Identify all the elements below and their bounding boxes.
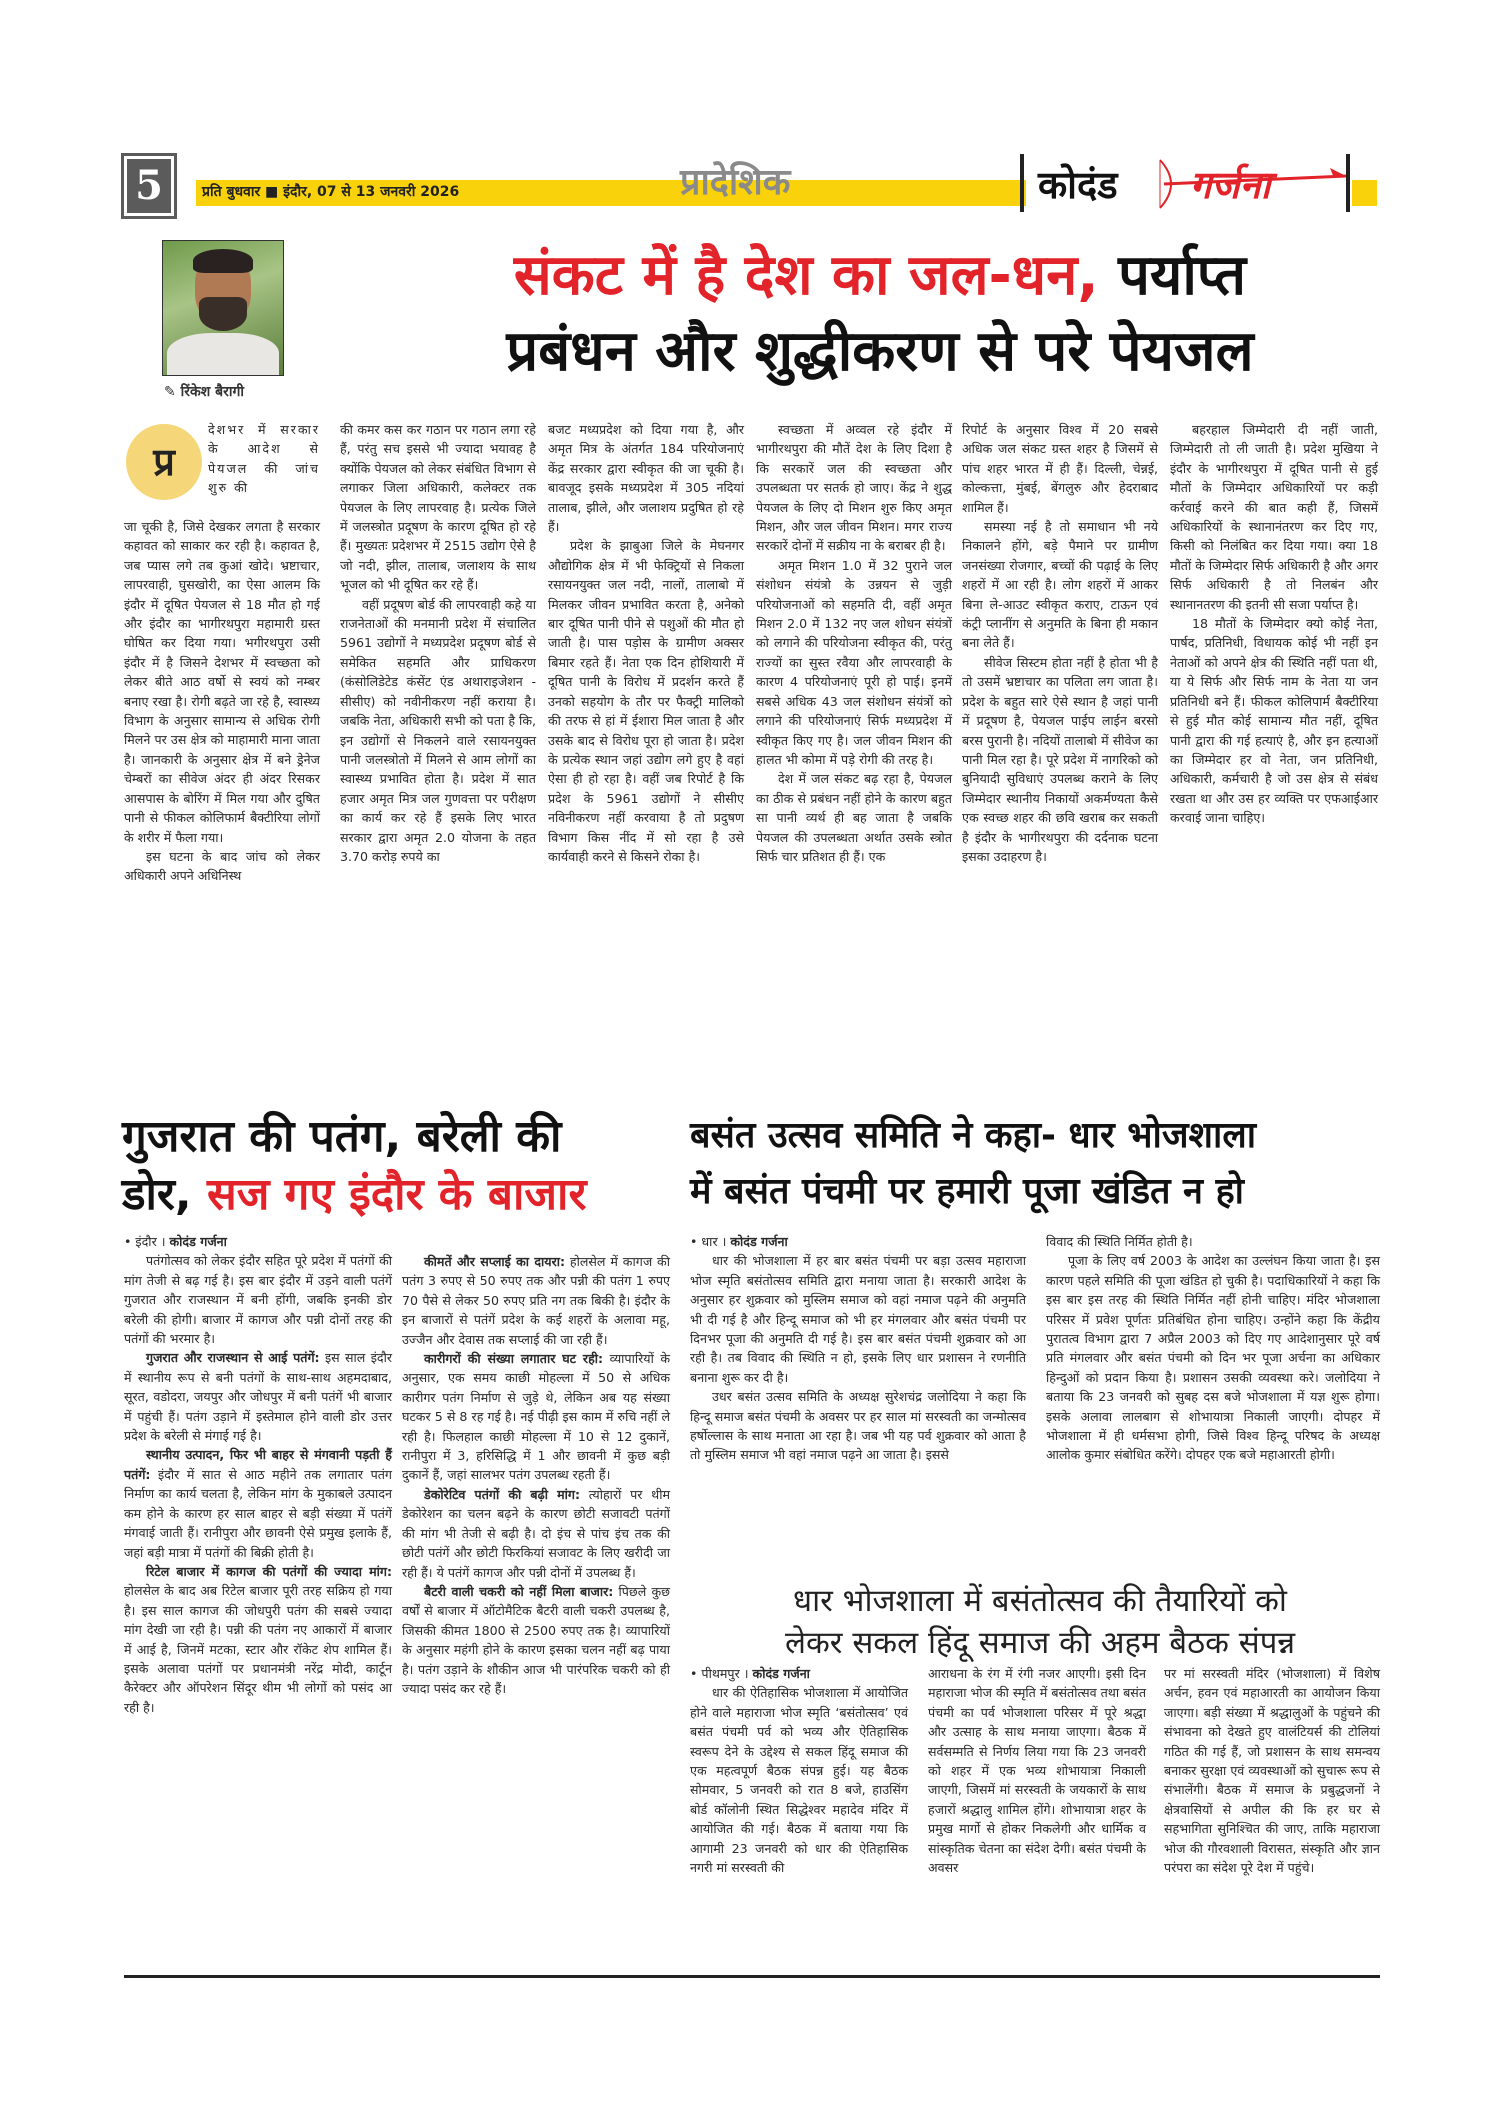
lead-intro: देशभर में सरकार के आदेश से पेयजल की जांच शुरु की: [208, 422, 320, 496]
issue-dateline: प्रति बुधवार ■ इंदौर, 07 से 13 जनवरी 2026: [202, 184, 460, 200]
basant-column-2: विवाद की स्थिति निर्मित होती है। पूजा के लिए वर्ष 2003 के आदेश का उल्लंघन किया जाता है। इस कारण पहले समिति की पूजा खंडित हो चुकी है। पदाधिकारियों ने कहा कि इस बार इस तरह की स्थिति निर्मित नहीं होनी चाहिए। मंदिर भोजशाला परिसर में प्रवेश पूर्णतः प्रतिबंधित होना चाहिए। उन्होंने कहा कि केंद्रीय पुरातत्व विभाग द्वारा 7 अप्रैल 2003 को दिए गए आदेशानुसार पूरे वर्ष प्रति मंगलवार और बसंत पंचमी को दिन भर पूजा अर्चना का अधिकार हिन्दुओं को प्रदान किया है। प्रशासन उसकी व्यवस्था करे। जलोदिया ने बताया कि 23 जनवरी को सुबह दस बजे भोजशाला में यज्ञ शुरू होगा। इसके अलावा लालबाग से शोभायात्रा निकाली जाएगी। दोपहर में भोजशाला में ही धर्मसभा होगी, जिसे विश्व हिन्दू परिषद के अध्यक्ष आलोक कुमार संबोधित करेंगे। दोपहर एक बजे महाआरती होगी।: [1046, 1234, 1380, 1463]
subhead: डेकोरेटिव पतंगों की बढ़ी मांग:: [424, 1486, 581, 1502]
logo-divider: [1020, 154, 1024, 212]
lead-headline-line2: प्रबंधन और शुद्धीकरण से परे पेयजल: [506, 319, 1254, 384]
author-byline: [164, 382, 244, 401]
lead-column-4: स्वच्छता में अव्वल रहे इंदौर में भागीरथपुरा की मौतें देश के लिए दिशा है कि सरकारें जल की स्वच्छता और उपलब्धता पर सतर्क हो जाए। केंद्र ने शुद्ध पेयजल के लिए दो मिशन शुरु किए अमृत मिशन, और जल जीवन मिशन। मगर राज्य सरकारें दोनों में सक्रीय ना के बराबर ही है। अमृत मिशन 1.0 में 32 पुराने जल संशोधन संयंत्रो के उन्नयन से जुड़ी परियोजनाओं को सहमति दी, वहीं अमृत मिशन 2.0 में 132 नए जल शोधन संयंत्रों को लगाने की परियोजना स्वीकृत की, परंतु राज्यों का सुस्त रवैया और लापरवाही के कारण 4 परियोजनाएं पूरी हो पाई। इनमें सबसे अधिक 43 जल संशोधन संयंत्रों को लगाने की परियोजनाएं सिर्फ मध्यप्रदेश में स्वीकृत किए गए है। जल जीवन मिशन की हालत भी कोमा में पड़े रोगी की तरह है। देश में जल संकट बढ़ रहा है, पेयजल का ठीक से प्रबंधन नहीं होने के कारण बहुत सा पानी व्यर्थ ही बह जाता है जबकि पेयजल की उपलब्धता अर्थात उसके स्त्रोत सिर्फ चार प्रतिशत ही हैं। एक: [756, 422, 952, 864]
lead-column-1: जा चूकी है, जिसे देखकर लगता है सरकार कहावत को साकार कर रही है। कहावत है, जब प्यास लगे तब कुआं खोदे। भ्रष्टाचार, लापरवाही, घुसखोरी, का ऐसा आलम कि इंदौर में दूषित पेयजल से 18 मौत हो गई और इंदौर का भागीरथपुरा महामारी ग्रस्त घोषित कर दिया गया। भगीरथपुरा उसी इंदौर में है जिसने देशभर में स्वच्छता को लेकर बीते आठ वर्षो से स्वयं को नम्बर बनाए रखा है। रोगी बढ़ते जा रहे है, स्वास्थ्य विभाग के अनुसार सामान्य से अधिक रोगी मिलने पर उस क्षेत्र को माहामारी माना जाता है। जानकारी के अनुसार क्षेत्र में बने ड्रेनेज चेम्बरों का सीवेज अंदर ही अंदर रिसकर आसपास के बोरिंग में मिल गया और दुषित पानी से फीकल कोलिफार्म बैक्टीरिया लोगों के शरीर में फैला गया। इस घटना के बाद जांच को लेकर अधिकारी अपने अधिनिस्थ: [124, 519, 320, 884]
kite-column-1: • इंदौर । कोदंड गर्जना पतंगोत्सव को लेकर इंदौर सहित पूरे प्रदेश में पतंगों की मांग तेजी से बढ़ गई है। इस बार इंदौर में उड़ने वाली पतंगें गुजरात और राजस्थान में बनी होंगी, जबकि इनकी डोर बरेली की होगी। बाजार में कागज और पन्नी दोनों तरह की पतंगों की भरमार है। गुजरात और राजस्थान से आई पतंगें: इस साल इंदौर में स्थानीय रूप से बनी पतंगों के साथ-साथ अहमदाबाद, सूरत, वडोदरा, जयपुर और जोधपुर में बनी पतंगें भी बाजार में पहुंची हैं। पतंग उड़ाने में इस्तेमाल होने वाली डोर उत्तर प्रदेश के बरेली से मंगाई गई है। स्थानीय उत्पादन, फिर भी बाहर से मंगवानी पड़ती हैं पतंगें: इंदौर में सात से आठ महीने तक लगातार पतंग निर्माण का कार्य चलता है, लेकिन मांग के मुकाबले उत्पादन कम होने के कारण हर साल बाहर से बड़ी संख्या में पतंगें मंगवाई जाती हैं। रानीपुरा और छावनी ऐसे प्रमुख इलाके हैं, जहां बड़ी मात्रा में पतंगों की बिक्री होती है। रिटेल बाजार में कागज की पतंगों की ज्यादा मांग: होलसेल के बाद अब रिटेल बाजार पूरी तरह सक्रिय हो गया है। इस साल कागज की जोधपुरी पतंग की सबसे ज्यादा मांग देखी जा रही है। पन्नी की पतंग नए आकारों में बाजार में आई है, जिनमें मटका, स्टार और रॉकेट शेप शामिल हैं। इसके अलावा पतंगों पर प्रधानमंत्री नरेंद्र मोदी, कार्टून कैरेक्टर और ऑपरेशन सिंदूर थीम भी लोगों को पसंद आ रही है।: [124, 1234, 392, 1715]
logo-divider: [1346, 154, 1350, 212]
lead-column-3: बजट मध्यप्रदेश को दिया गया है, और अमृत मित्र के अंतर्गत 184 परियोजनाएं केंद्र सरकार द्वारा स्वीकृत की जा चूकी है। बावजूद इसके मध्यप्रदेश में 305 नदियां तालाब, झीले, और जलाशय प्रदुषित हो रहे हैं। प्रदेश के झाबुआ जिले के मेघनगर औद्योगिक क्षेत्र में भी फेक्ट्रियों से निकला रसायनयुक्त जल नदी, नालों, तालाबो में मिलकर जीवन प्रभावित करता है, अनेको बार दूषित पानी पीने से पशुओं की मौत हो जाती है। पास पड़ोस के ग्रामीण अक्सर बिमार रहते हैं। नेता एक दिन होशियारी में दूषित पानी के विरोध में प्रदर्शन करते हैं उनको सहयोग के तौर पर फैक्ट्री मालिको की तरफ से हां में ईशारा मिल जाता है और उसके बाद से विरोध पूरा हो जाता है। प्रदेश के प्रत्येक स्थान जहां उद्योग लगे हुए है वहां ऐसा ही हो रहा है। वहीं जब रिपोर्ट है कि प्रदेश के 5961 उद्योगों ने सीसीए नविनीकरण नहीं करवाया है तो प्रदुषण विभाग किस नींद में सो रहा है उसे कार्यवाही करने से किसने रोका है।: [548, 422, 744, 864]
lead-headline: [360, 238, 1400, 390]
meeting-headline: [690, 1580, 1390, 1664]
masthead-bar-end: [1000, 180, 1020, 206]
meeting-headline-line2: लेकर सकल हिंदू समाज की अहम बैठक संपन्न: [784, 1625, 1295, 1661]
newspaper-logo: [1020, 150, 1370, 218]
kite-headline: [122, 1108, 682, 1224]
subhead: रिटेल बाजार में कागज की पतंगों की ज्यादा मांग:: [146, 1563, 392, 1579]
basant-dateline: • धार । कोदंड गर्जना: [690, 1234, 788, 1249]
lead-column-6: बहरहाल जिम्मेदारी दी नहीं जाती, जिम्मेदारी तो ली जाती है। प्रदेश मुखिया ने इंदौर के भागीरथपुरा में दूषित पानी से हुई मौतों के जिम्मेदार अधिकारियों पर कड़ी कर्रवाई करने की बात कही हैं, जिसमें अधिकारियों के स्थानानंतरण कर दिए गए, किसी को निलंबित कर दिया गया। क्या 18 मौतों के जिम्मेदार सिर्फ अधिकारी है और अगर सिर्फ अधिकारी है तो निलबंन और स्थानानतरण की इतनी सी सजा पर्याप्त है। 18 मौतों के जिम्मेदार क्यो कोई नेता, पार्षद, प्रतिनिधी, विधायक कोई भी नहीं इन नेताओं को अपने क्षेत्र की स्थिति नहीं पता थी, या ये सिर्फ और सिर्फ नाम के नेता या जन प्रतिनिधी बने हैं। फीकल कोलिपार्म बैक्टीरिया से हुई मौत कोई सामान्य मौत नहीं, दूषित पानी द्वारा की गई हत्याएं है, और इन हत्याओं का जिम्मेदार हर वो नेता, जन प्रतिनिधी, अधिकारी, कर्मचारी है जो उस क्षेत्र से संबंध रखता था और उस हर व्यक्ति पर एफआईआर करवाई जाना चाहिए।: [1170, 422, 1378, 826]
meeting-headline-line1: धार भोजशाला में बसंतोत्सव की तैयारियों को: [793, 1583, 1287, 1619]
section-title: प्रादेशिक: [680, 162, 791, 203]
subhead: बैटरी वाली चकरी को नहीं मिला बाजार:: [424, 1583, 614, 1599]
kite-headline-line1: गुजरात की पतंग, बरेली की: [122, 1111, 562, 1162]
lead-column-5: रिपोर्ट के अनुसार विश्व में 20 सबसे अधिक जल संकट ग्रस्त शहर है जिसमें से पांच शहर भारत में ही हैं। दिल्ली, चेन्नई, कोल्कत्ता, मुंबई, बेंगलुरु और हेदराबाद शामिल हैं। समस्या नई है तो समाधान भी नये निकालने होंगे, बड़े पैमाने पर ग्रामीण जनसंख्या रोजगार, बच्चों की पढ़ाई के लिए शहरों में आ रही है। लोग शहरों में आकर बिना ले-आउट स्वीकृत कराए, टाऊन एवं कंट्री प्लानींग से अनुमति के बिना ही मकान बना लेते हैं। सीवेज सिस्टम होता नहीं है होता भी है तो उसमें भ्रष्टाचार का पलिता लग जाता है। प्रदेश के बहुत सारे ऐसे स्थान है जहां पानी में प्रदूषण है, पेयजल पाईप लाईन बरसो बरस पुरानी है। नदियों तालाबो में सीवेज का पानी मिल रहा है। पूरे प्रदेश में नागरिको को बुनियादी सुविधाएं उपलब्ध कराने के लिए जिम्मेदार स्थानीय निकायों अकर्मण्यता कैसे एक स्वच्छ शहर की छवि खराब कर सकती है इंदौर के भागीरथपुरा की दर्दनाक घटना इसका उदाहरण है।: [962, 422, 1158, 864]
page-number: 5: [124, 156, 174, 216]
drop-cap: प्र: [126, 424, 202, 500]
kite-headline-red: सज गए इंदौर के बाजार: [206, 1169, 587, 1220]
subhead: कारीगरों की संख्या लगातार घट रही:: [424, 1351, 604, 1367]
logo-text-2: गर्जना: [1190, 163, 1271, 207]
subhead: कीमतें और सप्लाई का दायरा:: [424, 1254, 566, 1269]
lead-headline-red: संकट में है देश का जल-धन,: [513, 243, 1099, 308]
kite-dateline: • इंदौर । कोदंड गर्जना: [124, 1234, 227, 1249]
lead-headline-black: पर्याप्त: [1098, 243, 1247, 308]
kite-column-2: कीमतें और सप्लाई का दायरा: होलसेल में कागज की पतंग 3 रुपए से 50 रुपए तक और पन्नी की पतंग 1 रुपए 70 पैसे से लेकर 50 रुपए प्रति नग तक बिकी है। इंदौर के इन बाजारों से पतंगें प्रदेश के कई शहरों के अलावा महू, उज्जैन और देवास तक सप्लाई की जा रही हैं। कारीगरों की संख्या लगातार घट रही: व्यापारियों के अनुसार, एक समय काछी मोहल्ला में 50 से अधिक कारीगर पतंग निर्माण से जुड़े थे, लेकिन अब यह संख्या घटकर 5 से 8 रह गई है। नई पीढ़ी इस काम में रुचि नहीं ले रही है। फिलहाल काछी मोहल्ला में 10 से 12 दुकानें, रानीपुरा में 3, हरिसिद्धि में 1 और छावनी में कुछ बड़ी दुकानें हैं, जहां सालभर पतंग उपलब्ध रहती हैं। डेकोरेटिव पतंगों की बढ़ी मांग: त्योहारों पर थीम डेकोरेशन का चलन बढ़ने के कारण छोटी सजावटी पतंगों की मांग भी तेजी से बढ़ी है। दो इंच से पांच इंच तक की छोटी पतंगें और छोटी फिरकियां सजावट के लिए खरीदी जा रही हैं। ये पतंगें कागज और पन्नी दोनों में उपलब्ध हैं। बैटरी वाली चकरी को नहीं मिला बाजार: पिछले कुछ वर्षों से बाजार में ऑटोमैटिक बैटरी वाली चकरी उपलब्ध है, जिसकी कीमत 1800 से 2500 रुपए तक है। व्यापारियों के अनुसार महंगी होने के कारण इसका चलन नहीं बढ़ पाया है। पतंग उड़ाने के शौकीन आज भी पारंपरिक चकरी को ही ज्यादा पसंद कर रहे हैं।: [402, 1254, 671, 1696]
pen-icon: ✎: [164, 384, 176, 400]
subhead: स्थानीय उत्पादन, फिर भी बाहर से मंगवानी पड़ती हैं पतंगें:: [124, 1447, 392, 1482]
basant-headline-line1: बसंत उत्सव समिति ने कहा- धार भोजशाला: [690, 1115, 1257, 1156]
basant-headline-line2: में बसंत पंचमी पर हमारी पूजा खंडित न हो: [690, 1171, 1245, 1212]
logo-text-1: कोदंड: [1038, 163, 1118, 207]
meeting-column-2: आराधना के रंग में रंगी नजर आएगी। इसी दिन महाराजा भोज की स्मृति में बसंतोत्सव तथा बसंत पंचमी का पर्व भोजशाला परिसर में पूरे श्रद्धा और उत्साह के साथ मनाया जाएगा। बैठक में सर्वसम्मति से निर्णय लिया गया कि 23 जनवरी को शहर में एक भव्य शोभायात्रा निकाली जाएगी, जिसमें मां सरस्वती के जयकारों के साथ हजारों श्रद्धालु शामिल होंगे। शोभायात्रा शहर के प्रमुख मार्गो से होकर निकलेगी और धार्मिक व सांस्कृतिक चेतना का संदेश देगी। बसंत पंचमी के अवसर: [928, 1666, 1146, 1876]
meeting-column-1: • पीथमपुर । कोदंड गर्जना धार की ऐतिहासिक भोजशाला में आयोजित होने वाले महाराजा भोज स्मृति ‘बसंतोत्सव’ एवं बसंत पंचमी पर्व को भव्य और ऐतिहासिक स्वरूप देने के उद्देश्य से सकल हिंदू समाज की एक महत्वपूर्ण बैठक संपन्न हुई। यह बैठक सोमवार, 5 जनवरी को रात 8 बजे, हाउसिंग बोर्ड कॉलोनी स्थित सिद्धेश्वर महादेव मंदिर में आयोजित की गई। बैठक में बताया गया कि आगामी 23 जनवरी को धार की ऐतिहासिक नगरी मां सरस्वती की: [690, 1666, 908, 1876]
kite-headline-black: डोर,: [122, 1169, 207, 1220]
masthead-bar-end: [1352, 180, 1377, 206]
bottom-rule: [124, 1975, 1380, 1978]
meeting-dateline: • पीथमपुर । कोदंड गर्जना: [690, 1666, 810, 1681]
basant-headline: [690, 1108, 1390, 1220]
author-name: रिंकेश बैरागी: [180, 384, 244, 400]
subhead: गुजरात और राजस्थान से आई पतंगें:: [146, 1350, 320, 1366]
author-photo: [162, 240, 284, 376]
meeting-column-3: पर मां सरस्वती मंदिर (भोजशाला) में विशेष अर्चन, हवन एवं महाआरती का आयोजन किया जाएगा। बड़ी संख्या में श्रद्धालुओं के पहुंचने की संभावना को देखते हुए वालंटियर्स की टोलियां गठित की गई हैं, जो प्रशासन के साथ समन्वय बनाकर सुरक्षा एवं व्यवस्थाओं को सुचारू रूप से संभालेंगी। बैठक में समाज के प्रबुद्धजनों ने क्षेत्रवासियों से अपील की कि हर घर से सहभागिता सुनिश्चित की जाए, ताकि महाराजा भोज की गौरवशाली विरासत, संस्कृति और ज्ञान परंपरा का संदेश पूरे देश में पहुंचे।: [1164, 1666, 1380, 1876]
basant-column-1: • धार । कोदंड गर्जना धार की भोजशाला में हर बार बसंत पंचमी पर बड़ा उत्सव महाराजा भोज स्मृति बसंतोत्सव समिति द्वारा मनाया जाता है। सरकारी आदेश के अनुसार हर शुक्रवार को मुस्लिम समाज को वहां नमाज पढ़ने की अनुमति भी दी गई है और हिन्दू समाज को भी हर मंगलवार और बसंत पंचमी पर दिनभर पूजा की अनुमति दी गई है। इस बार बसंत पंचमी शुक्रवार को आ रही है। तब विवाद की स्थिति न हो, इसके लिए धार प्रशासन ने रणनीति बनाना शुरू कर दी है। उधर बसंत उत्सव समिति के अध्यक्ष सुरेशचंद्र जलोदिया ने कहा कि हिन्दू समाज बसंत पंचमी के अवसर पर हर साल मां सरस्वती का जन्मोत्सव हर्षोल्लास के साथ मनाता आ रहा है। जब भी यह पर्व शुक्रवार को आता है तो मुस्लिम समाज भी वहां नमाज पढ़ने आ जाता है। इससे: [690, 1234, 1026, 1463]
lead-column-2: की कमर कस कर गठान पर गठान लगा रहे हैं, परंतु सच इससे भी ज्यादा भयावह है क्योंकि पेयजल को लेकर संबंधित विभाग से लगाकर जिला अधिकारी, कलेक्टर तक पेयजल के लिए लापरवाह है। प्रत्येक जिले में जलस्त्रोत प्रदूषण के कारण दूषित हो रहे हैं। मुख्यतः प्रदेशभर में 2515 उद्योग ऐसे है जो नदी, झील, तालाब, जलाशय के साथ भूजल को भी दूषित कर रहे हैं। वहीं प्रदूषण बोर्ड की लापरवाही कहे या राजनेताओं की मनमानी प्रदेश में संचालित 5961 उद्योगों ने मध्यप्रदेश प्रदूषण बोर्ड से समेकित सहमति और प्राधिकरण (कंसोलिडेटेड कंसेंट एंड अथाराइजेशन - सीसीए) को नवीनीकरण नहीं कराया है। जबकि नेता, अधिकारी सभी को पता है कि, इन उद्योगों से निकलने वाले रसायनयुक्त पानी जलस्त्रोतो में मिलने से आम लोगों का स्वास्थ्य प्रभावित होता है। प्रदेश में सात हजार अमृत मित्र जल गुणवत्ता पर परीक्षण का कार्य कर रहे हैं इसके लिए भारत सरकार द्वारा अमृत 2.0 योजना के तहत 3.70 करोड़ रुपये का: [340, 422, 536, 864]
